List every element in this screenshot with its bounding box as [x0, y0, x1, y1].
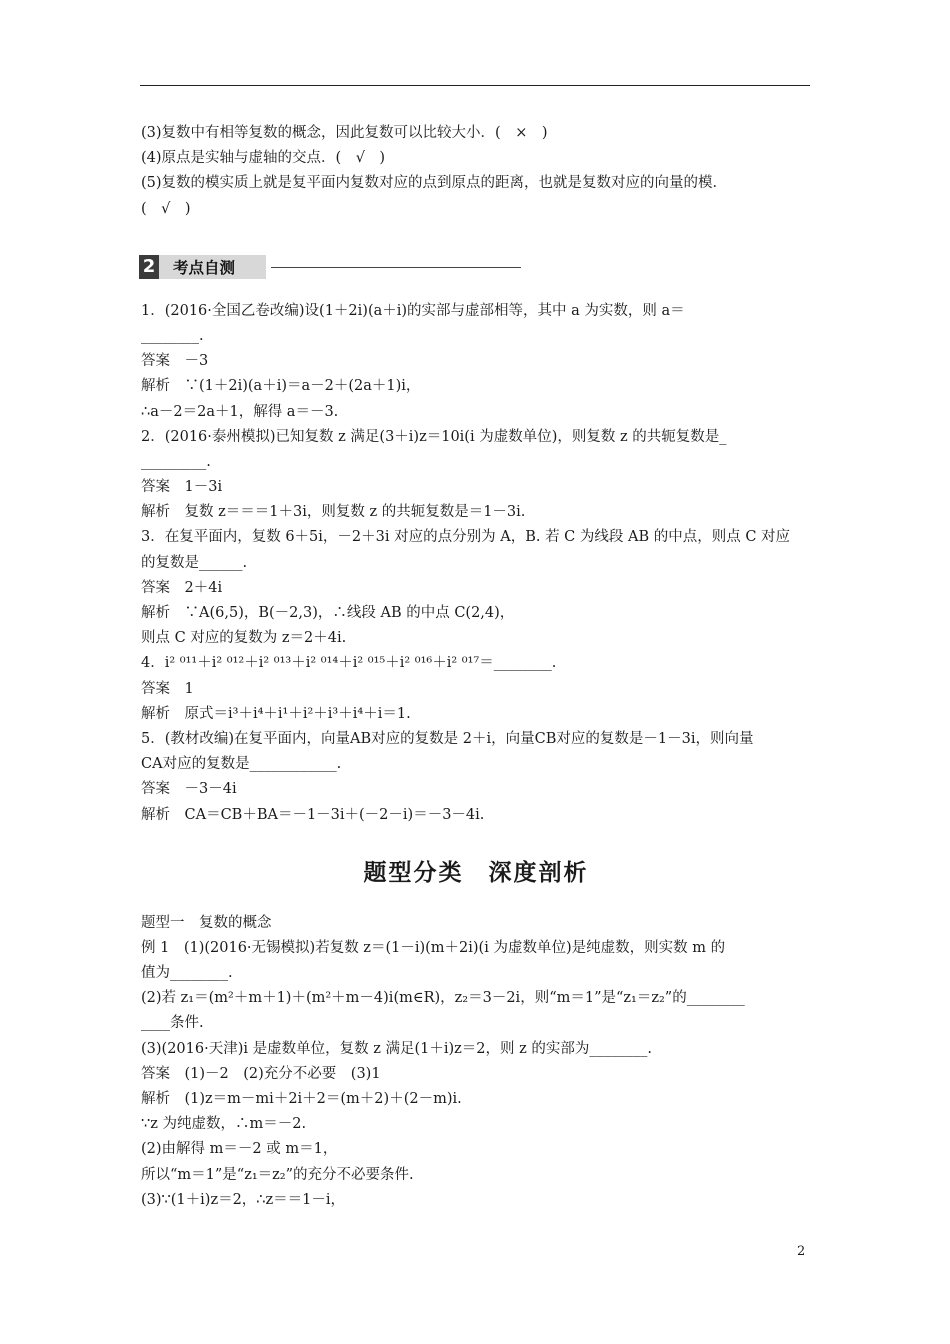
- text-line: 解析 复数 z＝＝＝1＋3i，则复数 z 的共轭复数是＝1－3i.: [141, 504, 526, 521]
- text-line: 1．(2016·全国乙卷改编)设(1＋2i)(a＋i)的实部与虚部相等，其中 a 为实数，则 a＝: [141, 302, 685, 319]
- text-line: ( √ ): [141, 200, 191, 217]
- text-line: (2)由解得 m＝－2 或 m＝1，: [141, 1141, 338, 1158]
- section-title: 考点自测: [173, 258, 236, 277]
- text-line: 所以“m＝1”是“z₁＝z₂”的充分不必要条件.: [141, 1166, 414, 1183]
- text-line: ∴a－2＝2a＋1，解得 a＝－3.: [141, 403, 339, 420]
- text-line: 则点 C 对应的复数为 z＝2＋4i.: [141, 630, 347, 647]
- header-rule: [140, 85, 810, 86]
- text-line: 例 1 (1)(2016·无锡模拟)若复数 z＝(1－i)(m＋2i)(i 为虚数单位)是纯虚数，则实数 m 的: [141, 939, 726, 956]
- text-line: 3．在复平面内，复数 6＋5i，－2＋3i 对应的点分别为 A，B. 若 C 为线段 AB 的中点，则点 C 对应: [141, 529, 791, 546]
- text-line: (3)复数中有相等复数的概念，因此复数可以比较大小．( × ): [141, 125, 548, 141]
- section-rule: [271, 267, 521, 268]
- section-heading: [141, 255, 811, 285]
- text-line: 答案 (1)－2 (2)充分不必要 (3)1: [141, 1065, 381, 1082]
- text-line: 解析 ∵A(6,5)，B(－2,3)，∴线段 AB 的中点 C(2,4)，: [141, 605, 515, 621]
- text-line: 值为________.: [141, 965, 233, 982]
- text-line: 2．(2016·泰州模拟)已知复数 z 满足(3＋i)z＝10i(i 为虚数单位)，则复数 z 的共轭复数是_: [141, 428, 727, 445]
- self-test-exercises: [141, 299, 811, 828]
- text-line: 答案 1－3i: [141, 479, 223, 496]
- text-line: (4)原点是实轴与虚轴的交点．( √ ): [141, 150, 386, 167]
- page-number: 2: [797, 1244, 806, 1259]
- text-line: 5．(教材改编)在复平面内，向量AB对应的复数是 2＋i，向量CB对应的复数是－1－3i，则向量: [141, 730, 754, 747]
- text-line: 的复数是______.: [141, 554, 248, 571]
- text-line: (5)复数的模实质上就是复平面内复数对应的点到原点的距离，也就是复数对应的向量的模．: [141, 175, 728, 192]
- judgement-items: [141, 121, 811, 222]
- text-line: 解析 CA＝CB＋BA＝－1－3i＋(－2－i)＝－3－4i.: [141, 806, 485, 823]
- text-line: 解析 ∵(1＋2i)(a＋i)＝a－2＋(2a＋1)i，: [141, 378, 421, 395]
- text-line: (3)∵(1＋i)z＝2，∴z＝＝1－i，: [141, 1191, 346, 1208]
- text-line: 答案 2＋4i: [141, 579, 223, 596]
- text-line: CA对应的复数是____________.: [141, 756, 342, 773]
- text-line: 答案 1: [141, 680, 194, 697]
- text-line: (3)(2016·天津)i 是虚数单位，复数 z 满足(1＋i)z＝2，则 z 的实部为________.: [141, 1040, 652, 1057]
- page-content: [141, 121, 811, 1213]
- text-line: 解析 (1)z＝m－mi＋2i＋2＝(m＋2)＋(2－m)i.: [141, 1091, 462, 1107]
- text-line: ____条件.: [141, 1015, 204, 1032]
- section-heading-box: [139, 255, 266, 279]
- section-number: 2: [139, 255, 159, 279]
- text-line: ∵z 为纯虚数，∴m＝－2.: [141, 1116, 307, 1133]
- text-line: ________.: [141, 327, 204, 344]
- problem-type-section: [141, 911, 811, 1213]
- text-line: 答案 －3－4i: [141, 781, 237, 798]
- text-line: 4．i² ⁰¹¹＋i² ⁰¹²＋i² ⁰¹³＋i² ⁰¹⁴＋i² ⁰¹⁵＋i² ⁰¹⁶＋i² ⁰¹⁷＝________.: [141, 655, 557, 672]
- chapter-title: 题型分类 深度剖析: [363, 859, 589, 886]
- text-line: 解析 原式＝i³＋i⁴＋i¹＋i²＋i³＋i⁴＋i＝1.: [141, 705, 411, 722]
- text-line: (2)若 z₁＝(m²＋m＋1)＋(m²＋m－4)i(m∈R)，z₂＝3－2i，则“m＝1”是“z₁＝z₂”的________: [141, 990, 745, 1007]
- text-line: _________.: [141, 453, 211, 470]
- text-line: 题型一 复数的概念: [141, 914, 272, 931]
- text-line: 答案 －3: [141, 353, 209, 370]
